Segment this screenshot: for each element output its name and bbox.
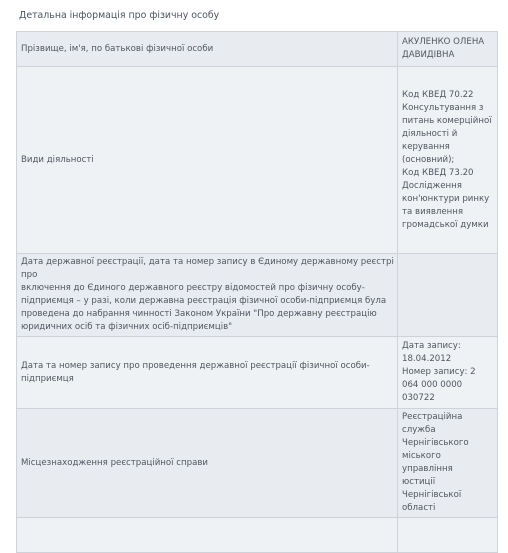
full-name-value-line: АКУЛЕНКО ОЛЕНА: [402, 37, 485, 47]
registration-date-legacy-label-line: включення до Єдиного державного реєстру відомостей про фізичну особу-: [21, 283, 365, 293]
registration-record-label-line: підприємця: [21, 373, 74, 384]
activities-value-line: керування: [402, 141, 450, 152]
registration-date-legacy-label-line: Дата державної реєстрації, дата та номер запису в Єдиному державному реєстрі про: [21, 257, 394, 280]
table-row-full-name: [17, 32, 498, 67]
activities-value-line: та виявлення: [402, 206, 464, 217]
case-location-value-line: Чернігівського: [402, 438, 469, 448]
partial-row-label: [17, 518, 398, 553]
activities-value-line: (основний);: [402, 154, 455, 165]
registration-record-value-line: 030722: [402, 393, 435, 403]
activities-value-line: Дослідження: [402, 180, 462, 191]
table-row-registration-date-legacy: [17, 254, 498, 337]
full-name-value: [398, 32, 498, 67]
activities-value: [398, 67, 498, 254]
case-location-value-line: Реєстраційна: [402, 412, 463, 422]
activities-value-line: громадської думки: [402, 219, 489, 230]
full-name-label: Прізвище, ім'я, по батькові фізичної особи: [17, 32, 398, 67]
registration-record-label-line: Дата та номер запису про проведення державної реєстрації фізичної особи-: [21, 360, 370, 371]
registration-date-legacy-label: [17, 254, 398, 337]
table-row-partial: [17, 518, 498, 553]
activities-label: Види діяльності: [17, 67, 398, 254]
case-location-value: [398, 409, 498, 518]
registration-date-legacy-label-line: підприємця – у разі, коли державна реєстрація фізичної особи-підприємця була: [21, 296, 387, 306]
case-location-value-line: служба: [402, 425, 436, 435]
activities-value-line: кон'юнктури ринку: [402, 193, 490, 204]
case-location-value-line: області: [402, 503, 436, 513]
registration-record-label: [17, 337, 398, 409]
registration-record-value-line: Дата запису:: [402, 341, 461, 351]
page-title: Детальна інформація про фізичну особу: [19, 10, 220, 21]
activities-value-line: Консультування з: [402, 102, 484, 113]
registration-date-legacy-value: [398, 254, 498, 337]
activities-value-line: діяльності й: [402, 128, 458, 139]
registration-record-value: [398, 337, 498, 409]
activities-value-line: Код КВЕД 73.20: [402, 167, 474, 178]
registration-record-value-line: 18.04.2012: [402, 354, 452, 364]
case-location-label: Місцезнаходження реєстраційної справи: [17, 409, 398, 518]
activities-value-line: питань комерційної: [402, 115, 492, 126]
activities-value-line: Код КВЕД 70.22: [402, 89, 474, 100]
partial-row-value: [398, 518, 498, 553]
case-location-value-line: Чернігівської: [402, 490, 462, 500]
table-row-registration-record: [17, 337, 498, 409]
person-info-table: [16, 31, 498, 553]
table-row-activities: [17, 67, 498, 254]
registration-record-value-line: Номер запису: 2: [402, 367, 476, 377]
full-name-value-line: ДАВИДІВНА: [402, 50, 455, 60]
registration-date-legacy-label-line: проведена до набрання чинності Законом України "Про державну реєстрацію: [21, 309, 377, 319]
table-row-case-location: [17, 409, 498, 518]
registration-record-value-line: 064 000 0000: [402, 380, 463, 390]
case-location-value-line: міського управління: [402, 451, 453, 474]
registration-date-legacy-label-line: юридичних осіб та фізичних осіб-підприємців": [21, 322, 233, 332]
case-location-value-line: юстиції: [402, 477, 436, 487]
